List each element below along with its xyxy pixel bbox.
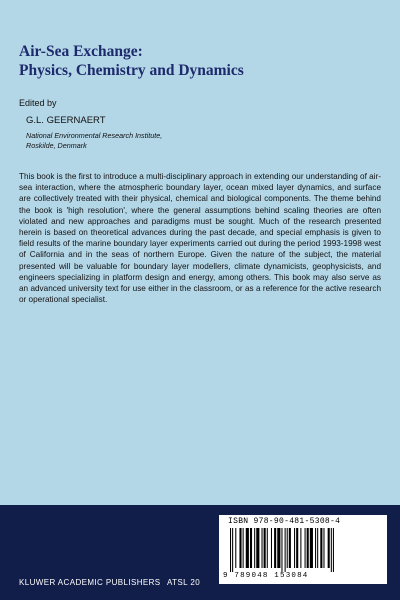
barcode-bar — [328, 528, 330, 568]
publisher-name: KLUWER ACADEMIC PUBLISHERS — [19, 578, 161, 587]
barcode-panel — [219, 515, 387, 584]
edited-by-label: Edited by — [19, 98, 57, 108]
barcode-bar — [243, 528, 244, 568]
barcode-bar — [256, 528, 259, 568]
affiliation-line-2: Roskilde, Denmark — [26, 140, 87, 150]
cover-footer — [0, 505, 400, 600]
barcode-bar — [239, 528, 241, 568]
editor-name: G.L. GEERNAERT — [26, 115, 106, 126]
barcode-bar — [310, 528, 313, 568]
barcode-bar — [294, 528, 295, 568]
barcode-bar — [285, 528, 286, 572]
barcode-bar — [315, 528, 316, 568]
editor-info — [19, 97, 379, 150]
barcode-bar — [281, 528, 282, 572]
barcode-bar — [323, 528, 324, 568]
barcode-bar — [307, 528, 309, 568]
barcode-digits: 9 789048 153084 — [223, 572, 309, 580]
series-number: ATSL 20 — [167, 578, 201, 587]
barcode-bar — [289, 528, 291, 568]
title-line-1: Air-Sea Exchange: — [19, 43, 143, 60]
affiliation-line-1: National Environmental Research Institute, — [26, 131, 163, 140]
barcode-bar — [277, 528, 280, 568]
barcode-bar — [235, 528, 236, 568]
barcode-bar — [246, 528, 249, 568]
barcode-bar — [232, 528, 233, 572]
book-title — [19, 42, 379, 80]
title-line-2: Physics, Chemistry and Dynamics — [19, 62, 244, 79]
barcode-icon — [228, 528, 378, 572]
barcode-bar — [250, 528, 252, 568]
barcode-bar — [287, 528, 288, 568]
barcode-bar — [271, 528, 272, 568]
barcode-bar — [320, 528, 322, 568]
barcode-bar — [264, 528, 266, 568]
isbn-label: ISBN 978-90-481-5308-4 — [228, 517, 341, 526]
book-description: This book is the first to introduce a multi-disciplinary approach in extending our understanding of air-sea interaction, where the atmospheric boundary layer, ocean mixed layer dynamics, and surface are collectively treated with their physical, chemical and biological components. The theme behind the book is 'high resolution', where the general assumptions behind scaling theories are often violated and new approaches and paradigms must be sought. Much of the research presented herein is based on theoretical advances during the past decade, and special emphasis is given to field results of the marine boundary layer experiments carried out during the period 1993-1998 west of California and in the seas of northern Europe. Given the nature of the subject, the material presented will be valuable for boundary layer modellers, climate dynamicists, geophysicists, and engineers specializing in platform design and energy, among others. This book may also serve as an advanced university text for use either in the classroom, or as a reference for the active research or operational specialist. — [19, 172, 381, 305]
barcode-bar — [274, 528, 276, 568]
barcode-bar — [305, 528, 306, 568]
barcode-bar — [300, 528, 301, 568]
barcode-bar — [296, 528, 298, 568]
barcode-bar — [262, 528, 263, 568]
barcode-bar — [317, 528, 318, 568]
barcode-bar — [254, 528, 255, 568]
barcode-bar — [230, 528, 231, 572]
barcode-bar — [331, 528, 332, 572]
barcode-bar — [267, 528, 268, 568]
barcode-bar — [333, 528, 334, 572]
